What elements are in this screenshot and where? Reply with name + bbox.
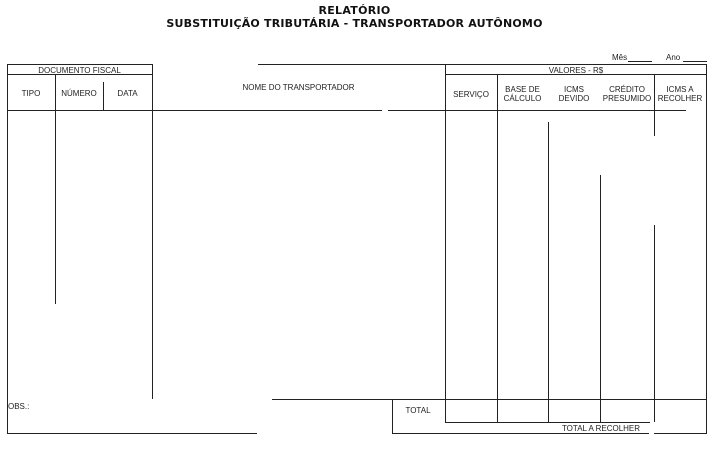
header-credito-presumido-2: PRESUMIDO	[602, 94, 652, 103]
header-icms-recolher-2: RECOLHER	[657, 94, 703, 103]
col-divider-icms-credito	[600, 175, 601, 422]
header-credito-presumido-1: CRÉDITO	[609, 85, 645, 94]
header-numero: NÚMERO	[61, 89, 97, 98]
col-divider-data-nome	[152, 64, 153, 399]
year-field[interactable]	[683, 61, 707, 62]
header-valores: VALORES - R$	[548, 66, 604, 75]
col-divider-credito-recolher-bottom	[654, 225, 655, 422]
footer-top-line	[272, 399, 706, 400]
header-icms-recolher-1: ICMS A	[666, 85, 694, 94]
report-subtitle: SUBSTITUIÇÃO TRIBUTÁRIA - TRANSPORTADOR AUTÔNOMO	[166, 17, 543, 30]
col-divider-credito-recolher-top	[654, 74, 655, 136]
header-nome-transportador: NOME DO TRANSPORTADOR	[242, 83, 355, 92]
footer-total-divider	[392, 399, 393, 433]
header-tipo: TIPO	[21, 89, 41, 98]
table-right-border	[706, 64, 707, 434]
header-documento-fiscal: DOCUMENTO FISCAL	[38, 66, 121, 75]
month-field[interactable]	[628, 61, 652, 62]
footer-mid-line	[445, 422, 650, 423]
total-label: TOTAL	[405, 406, 431, 415]
col-divider-servico-base	[497, 74, 498, 422]
report-title: RELATÓRIO	[318, 4, 391, 17]
footer-bottom-line-right	[654, 433, 706, 434]
header-servico: SERVIÇO	[453, 90, 489, 99]
year-label: Ano	[666, 53, 681, 62]
header-bottom-line-right	[388, 110, 686, 111]
header-icms-devido-2: DEVIDO	[558, 94, 590, 103]
footer-obs-bottom-line	[7, 433, 257, 434]
header-base-calculo-1: BASE DE	[505, 85, 540, 94]
header-data: DATA	[117, 89, 138, 98]
col-divider-nome-servico	[445, 64, 446, 422]
header-base-calculo-2: CÁLCULO	[503, 94, 542, 103]
header-bottom-line-left	[7, 110, 382, 111]
table-left-border	[7, 64, 8, 434]
obs-label: OBS.:	[8, 402, 30, 411]
doc-group-top-line	[7, 64, 152, 65]
total-a-recolher-label: TOTAL A RECOLHER	[561, 424, 641, 433]
footer-bottom-line	[392, 433, 649, 434]
table-top-line	[258, 64, 707, 65]
col-divider-tipo-numero	[55, 74, 56, 304]
month-label: Mês	[612, 53, 628, 62]
header-icms-devido-1: ICMS	[564, 85, 584, 94]
col-divider-base-icms	[548, 122, 549, 422]
